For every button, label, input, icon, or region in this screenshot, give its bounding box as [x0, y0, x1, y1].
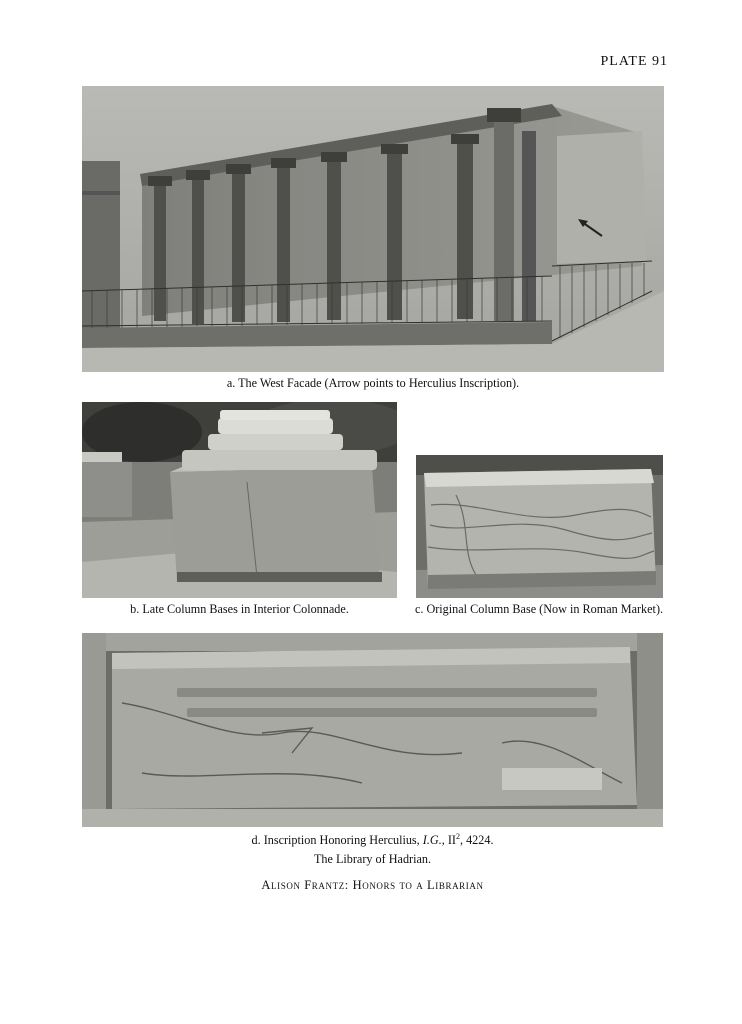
caption-d-sup: 2: [455, 832, 460, 841]
caption-a: a. The West Facade (Arrow points to Herculius Inscription).: [226, 376, 520, 390]
article-author-title: Alison Frantz: Honors to a Librarian: [261, 878, 484, 892]
caption-c: c. Original Column Base (Now in Roman Market).: [414, 602, 664, 616]
caption-d-suffix: , 4224.: [459, 833, 494, 848]
photo-west-facade: [82, 86, 664, 372]
caption-d-mid: , II: [441, 833, 456, 848]
library-title: The Library of Hadrian.: [313, 852, 432, 866]
caption-b: b. Late Column Bases in Interior Colonnade.: [130, 602, 349, 616]
caption-d: [82, 832, 663, 848]
photo-herculius-inscription: [82, 633, 663, 827]
plate-number: PLATE 91: [600, 54, 668, 69]
photo-original-column-base: [416, 455, 663, 598]
photo-late-column-bases: [82, 402, 397, 598]
caption-d-ref: I.G.: [422, 833, 442, 848]
caption-d-prefix: d. Inscription Honoring Herculius,: [251, 833, 423, 848]
